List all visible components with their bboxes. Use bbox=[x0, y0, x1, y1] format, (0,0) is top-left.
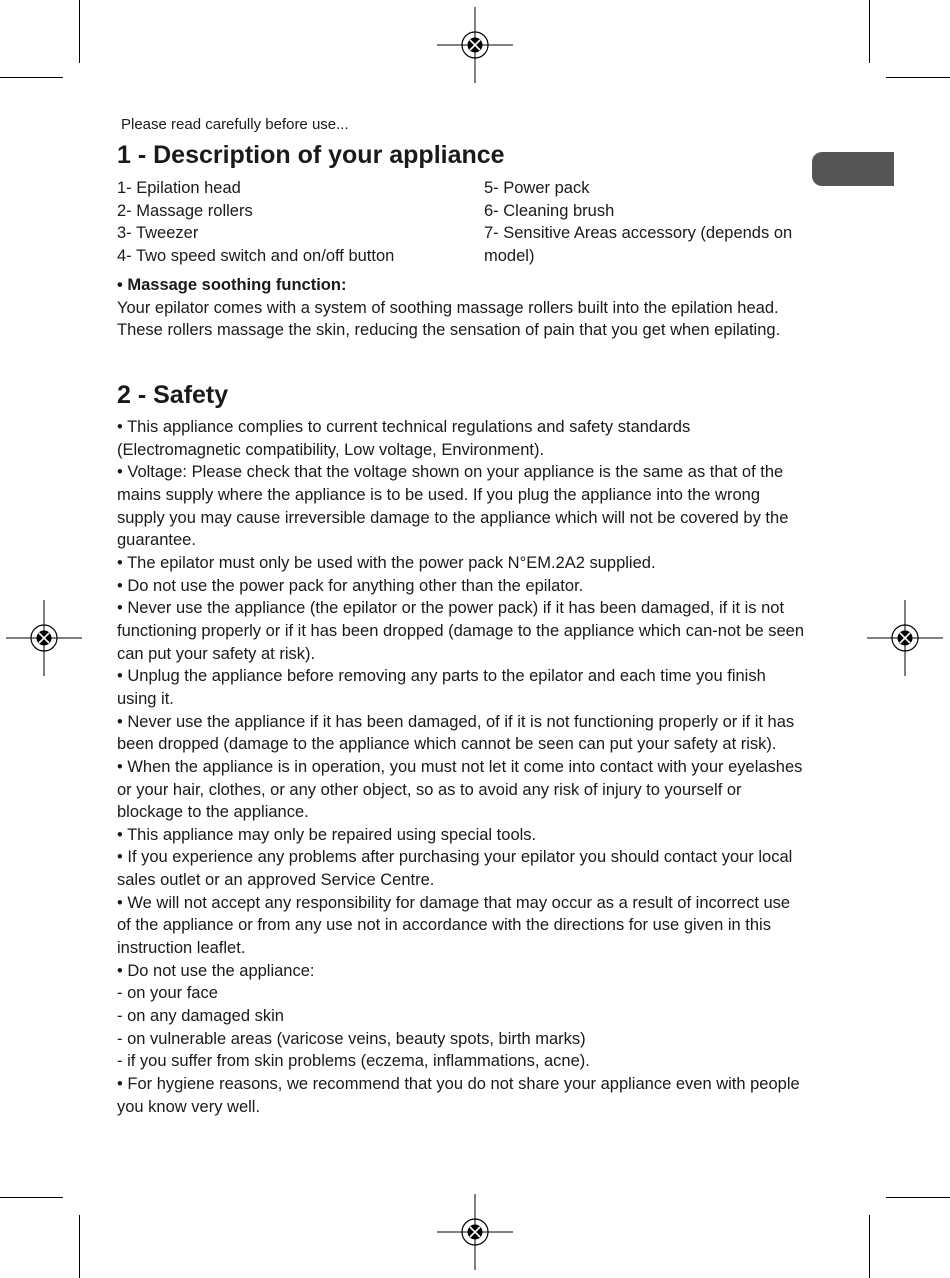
crop-mark-bottom-right-vertical bbox=[869, 1215, 870, 1278]
safety-item: • When the appliance is in operation, you must not let it come into contact with your eyelashes or your hair, clothes, or any other object, so as to avoid any risk of injury to yourself or blockage to the appliance. bbox=[117, 757, 803, 822]
part-item: 5- Power pack bbox=[484, 179, 590, 197]
part-item: 6- Cleaning brush bbox=[484, 201, 615, 220]
crop-mark-top-right-vertical bbox=[869, 0, 870, 63]
crop-mark-top-left-horizontal bbox=[0, 77, 63, 78]
part-item: 1- Epilation head bbox=[117, 179, 241, 197]
safety-item: • Unplug the appliance before removing any parts to the epilator and each time you finish using it. bbox=[117, 667, 766, 708]
safety-item: • Never use the appliance (the epilator or the power pack) if it has been damaged, if it is not functioning properly or if it has been dropped (damage to the appliance which can-not be seen can put your safety at risk). bbox=[117, 599, 805, 663]
safety-item: • The epilator must only be used with the power pack N°EM.2A2 supplied. bbox=[117, 553, 656, 572]
crop-mark-bottom-left-vertical bbox=[79, 1215, 80, 1278]
safety-list bbox=[117, 416, 807, 1118]
safety-item: • Voltage: Please check that the voltage shown on your appliance is the same as that of the mains supply where the appliance is to be used. If you plug the appliance into the wrong supply you may cause irreversible damage to the appliance which will not be covered by the guarantee. bbox=[117, 463, 789, 550]
crop-mark-top-right-horizontal bbox=[886, 77, 950, 78]
registration-mark-top bbox=[437, 7, 513, 83]
part-item: 3- Tweezer bbox=[117, 224, 199, 243]
safety-item: • This appliance may only be repaired using special tools. bbox=[117, 825, 537, 844]
massage-function-title: • Massage soothing function: bbox=[117, 276, 347, 294]
safety-item: • Do not use the appliance: bbox=[117, 961, 315, 980]
part-item: 7- Sensitive Areas accessory (depends on model) bbox=[484, 224, 793, 266]
part-item: 2- Massage rollers bbox=[117, 201, 253, 220]
section-2-title: 2 - Safety bbox=[117, 381, 229, 409]
part-item: 4- Two speed switch and on/off button bbox=[117, 247, 395, 266]
safety-item: - on your face bbox=[117, 984, 218, 1003]
safety-item: • We will not accept any responsibility for damage that may occur as a result of incorrect use of the appliance or from any use not in accordance with the directions for use given in this instruction leaflet. bbox=[117, 893, 791, 958]
registration-mark-bottom bbox=[437, 1194, 513, 1270]
language-tab-marker bbox=[812, 152, 894, 186]
safety-item: • This appliance complies to current technical regulations and safety standards (Electromagnetic compatibility, Low voltage, Environment). bbox=[117, 418, 691, 459]
registration-mark-right bbox=[867, 600, 943, 676]
registration-mark-left bbox=[6, 600, 82, 676]
massage-function-text: Your epilator comes with a system of soothing massage rollers built into the epilation head. These rollers massage the skin, reducing the sensation of pain that you get when epilating. bbox=[117, 298, 781, 340]
safety-item: - on any damaged skin bbox=[117, 1007, 284, 1026]
section-1-title: 1 - Description of your appliance bbox=[117, 141, 505, 169]
safety-item: • For hygiene reasons, we recommend that you do not share your appliance even with people you know very well. bbox=[117, 1075, 800, 1116]
crop-mark-top-left-vertical bbox=[79, 0, 80, 63]
safety-item: • Do not use the power pack for anything other than the epilator. bbox=[117, 576, 584, 595]
intro-note: Please read carefully before use... bbox=[121, 116, 349, 133]
safety-item: • If you experience any problems after purchasing your epilator you should contact your local sales outlet or an approved Service Centre. bbox=[117, 848, 793, 890]
safety-item: - if you suffer from skin problems (eczema, inflammations, acne). bbox=[117, 1052, 590, 1071]
parts-list-left-column bbox=[117, 177, 477, 268]
crop-mark-bottom-right-horizontal bbox=[886, 1197, 950, 1198]
safety-item: • Never use the appliance if it has been damaged, of if it is not functioning properly or if it has been dropped (damage to the appliance which cannot be seen can put your safety at risk). bbox=[117, 712, 795, 754]
crop-mark-bottom-left-horizontal bbox=[0, 1197, 63, 1198]
massage-function-block bbox=[117, 274, 807, 342]
safety-item: - on vulnerable areas (varicose veins, beauty spots, birth marks) bbox=[117, 1029, 586, 1048]
parts-list-right-column bbox=[484, 177, 809, 268]
